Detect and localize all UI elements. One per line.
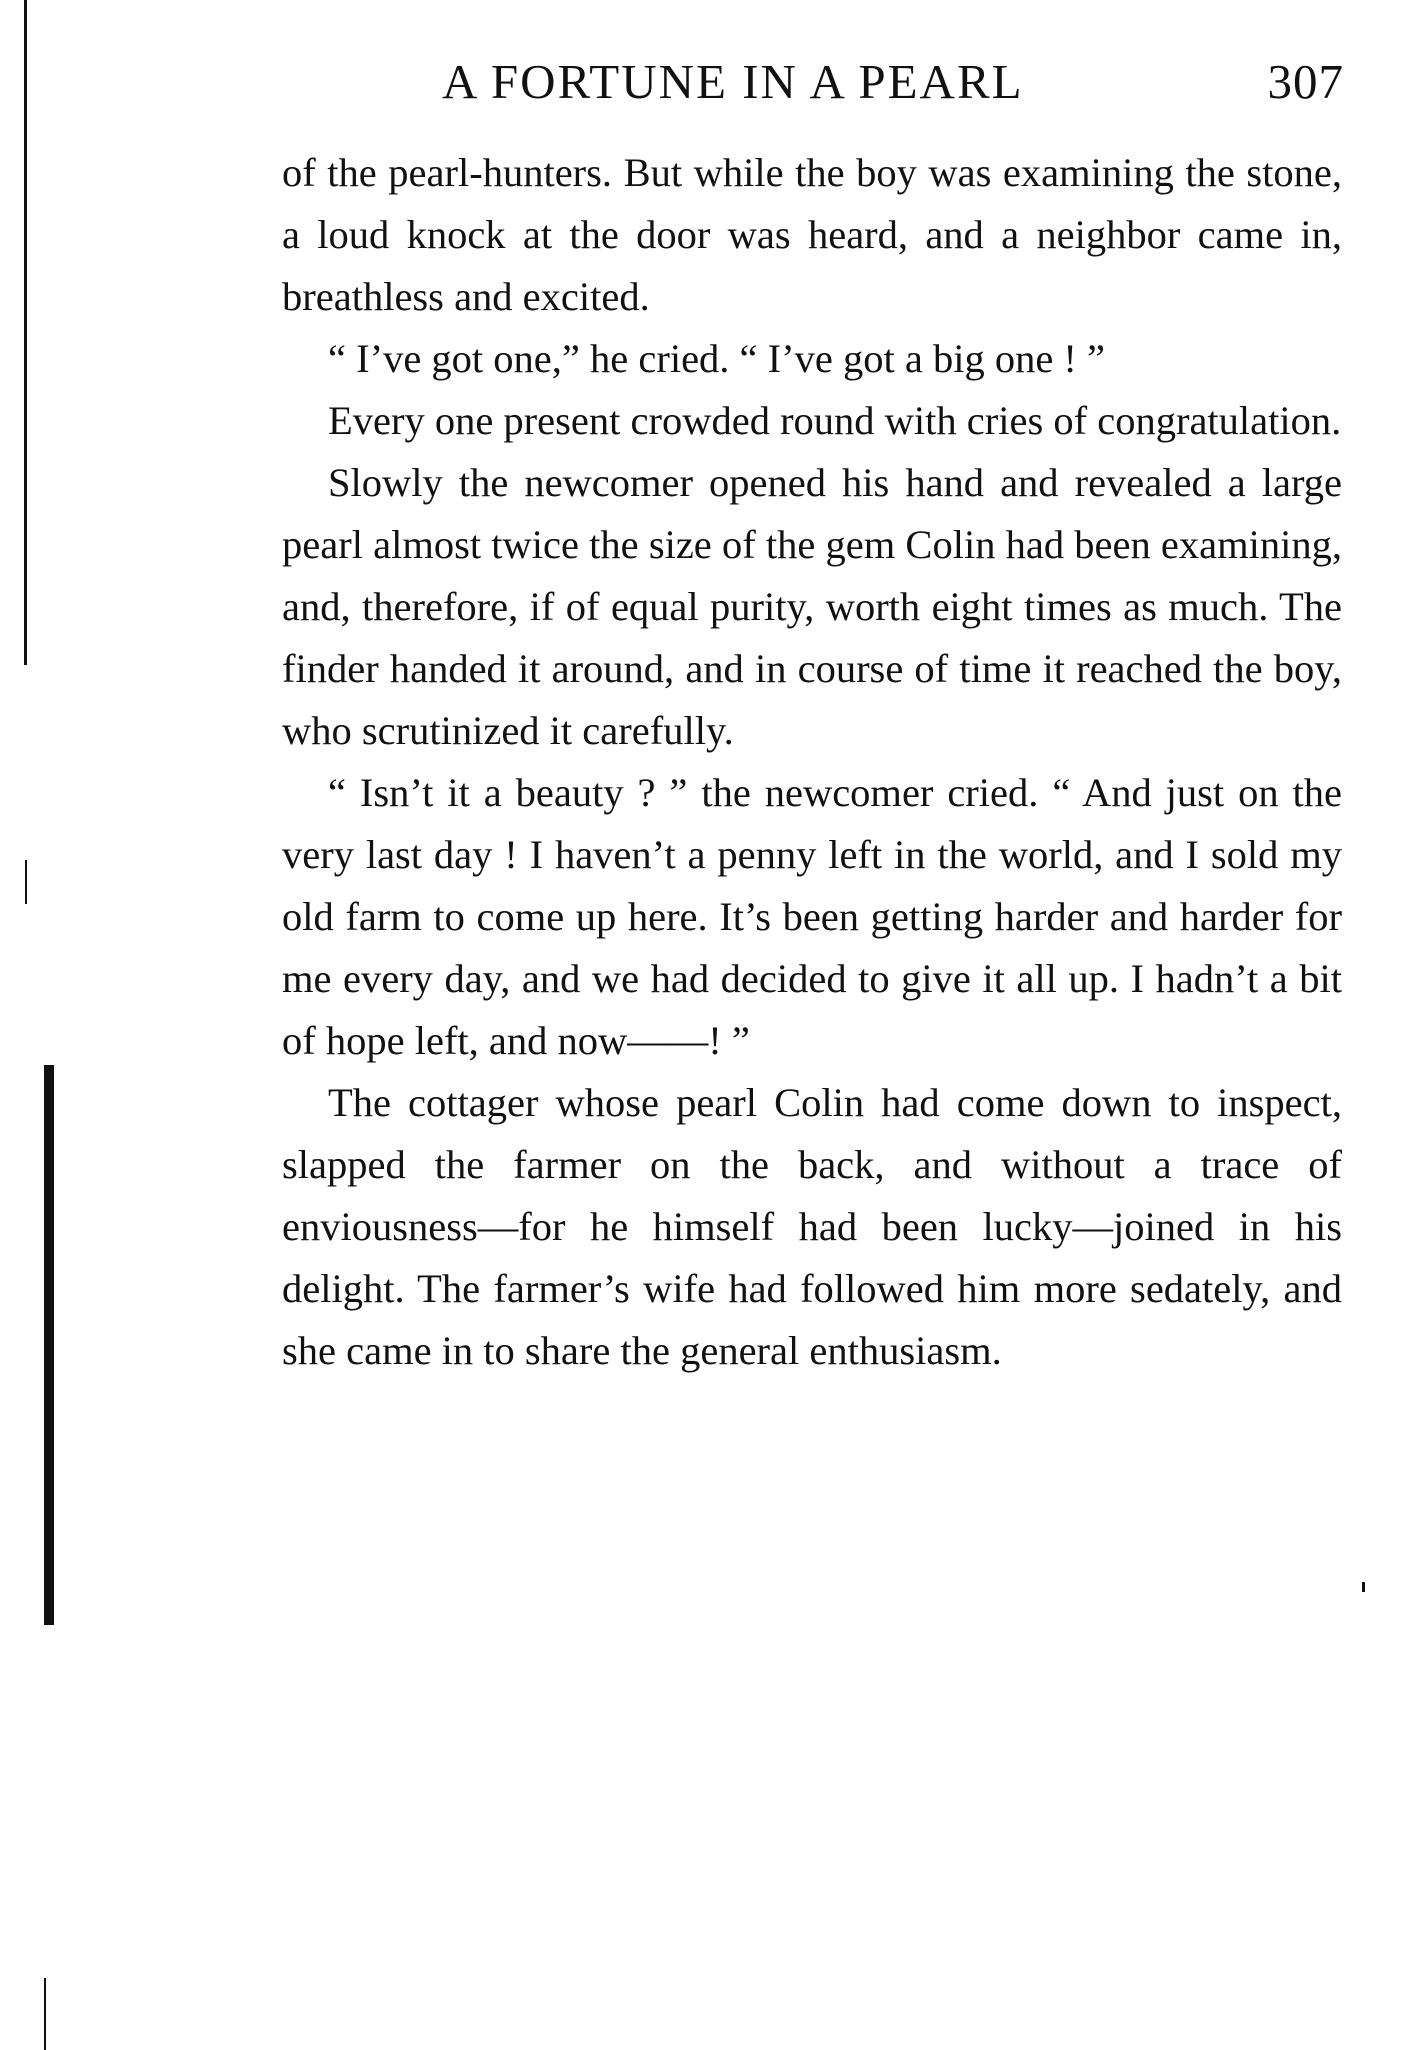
paragraph: The cottager whose pearl Colin had come down to inspect, slapped the farmer on the back, and without a trace of enviousness—for he himself had been lucky—joined in his delight. The farmer’s wife had followed him more sedately, and she came in to share the general enthusiasm. [282, 1080, 1342, 1373]
scan-edge-line-bottom [44, 1978, 46, 2050]
page-number: 307 [1267, 54, 1344, 109]
body-text [282, 142, 1342, 1382]
running-title: A FORTUNE IN A PEARL [442, 54, 1024, 109]
scan-speck [1362, 1582, 1365, 1592]
paragraph: “ I’ve got one,” he cried. “ I’ve got a big one ! ” [328, 336, 1106, 381]
scan-edge-line-mid [25, 860, 27, 904]
page-header [282, 52, 1344, 112]
paragraph: Slowly the newcomer opened his hand and revealed a large pearl almost twice the size of the gem Colin had been examining, and, therefore, if of equal purity, worth eight times as much. The finder handed it around, and in course of time it reached the boy, who scrutinized it carefully. [282, 460, 1342, 753]
paragraph: “ Isn’t it a beauty ? ” the newcomer cried. “ And just on the very last day ! I haven’t a penny left in the world, and I sold my old farm to come up here. It’s been getting harder and harder for me every day, and we had decided to give it all up. I hadn’t a bit of hope left, and now——! ” [282, 770, 1342, 1063]
scan-edge-bar [44, 1065, 54, 1625]
scan-edge-line-top [24, 0, 27, 665]
paragraph: Every one present crowded round with cries of congratulation. [328, 398, 1342, 443]
paragraph: of the pearl-hunters. But while the boy was examining the stone, a loud knock at the door was heard, and a neighbor came in, breathless and excited. [282, 150, 1342, 319]
